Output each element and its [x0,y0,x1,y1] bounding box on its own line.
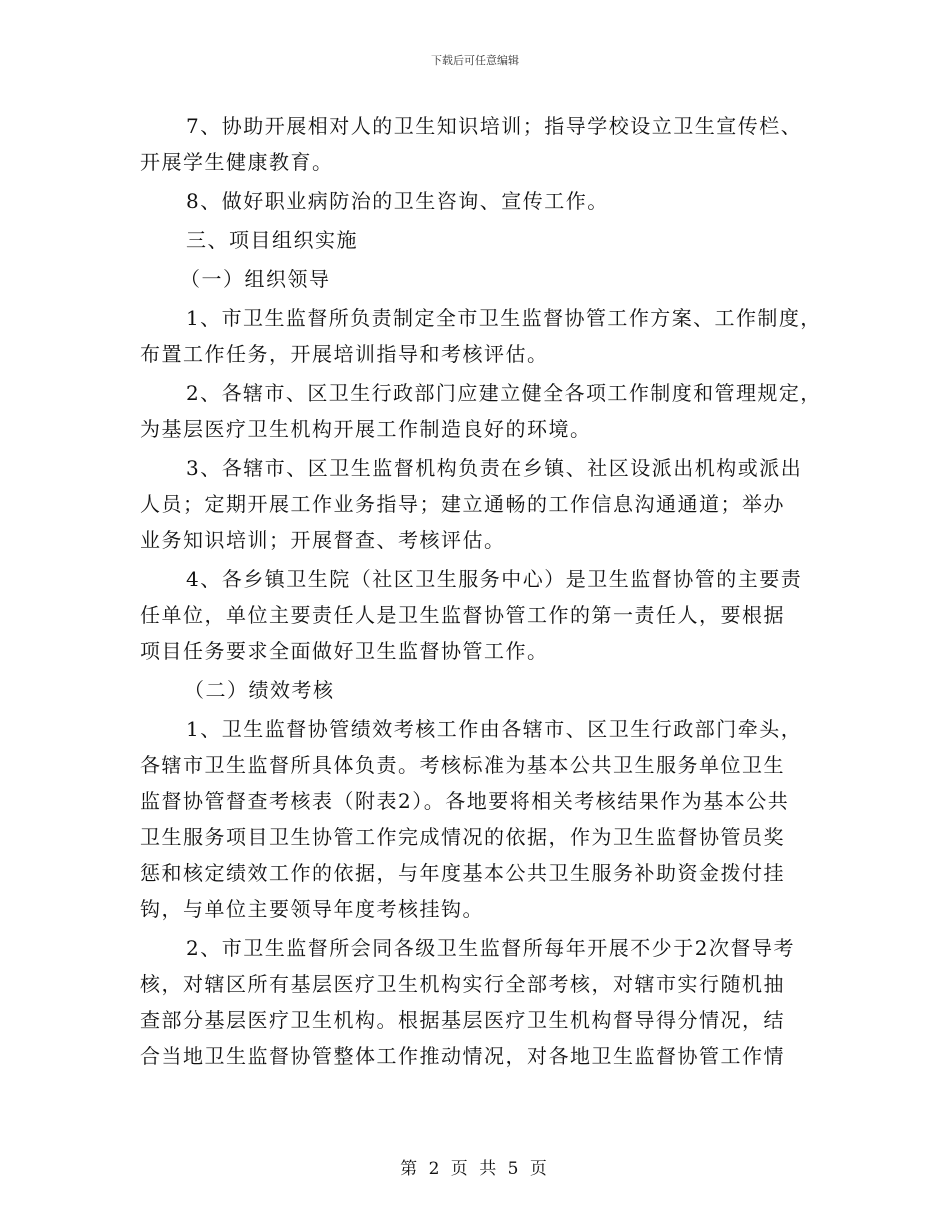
text-line: 布置工作任务，开展培训指导和考核评估。 [140,342,549,366]
text-line: 合当地卫生监督协管整体工作推动情况，对各地卫生监督协管工作情 [140,1044,785,1068]
text-line: 人员；定期开展工作业务指导；建立通畅的工作信息沟通通道；举办 [140,492,785,516]
text-line: 3、各辖市、区卫生监督机构负责在乡镇、社区设派出机构或派出 [186,456,803,480]
text-line: 4、各乡镇卫生院（社区卫生服务中心）是卫生监督协管的主要责 [186,567,803,591]
text-line: 钩，与单位主要领导年度考核挂钩。 [140,897,484,921]
text-line: 项目任务要求全面做好卫生监督协管工作。 [140,639,549,663]
text-line: 业务知识培训；开展督查、考核评估。 [140,528,506,552]
text-line: 查部分基层医疗卫生机构。根据基层医疗卫生机构督导得分情况，结 [140,1008,785,1032]
text-line: 卫生服务项目卫生协管工作完成情况的依据，作为卫生监督协管员奖 [140,825,785,849]
subsection-heading: （一）组织领导 [180,267,331,291]
text-line: 惩和核定绩效工作的依据，与年度基本公共卫生服务补助资金拨付挂 [140,861,785,885]
text-line: 开展学生健康教育。 [140,150,334,174]
section-heading: 三、项目组织实施 [186,228,358,252]
text-line: 为基层医疗卫生机构开展工作制造良好的环境。 [140,417,592,441]
text-line: 1、卫生监督协管绩效考核工作由各辖市、区卫生行政部门牵头， [186,717,803,741]
text-line: 监督协管督查考核表（附表2）。各地要将相关考核结果作为基本公共 [140,789,790,813]
text-line: 8、做好职业病防治的卫生咨询、宣传工作。 [186,189,609,213]
text-line: 7、协助开展相对人的卫生知识培训；指导学校设立卫生宣传栏、 [186,114,803,138]
text-line: 1、市卫生监督所负责制定全市卫生监督协管工作方案、工作制度， [186,306,822,330]
subsection-heading: （二）绩效考核 [184,678,335,702]
text-line: 2、各辖市、区卫生行政部门应建立健全各项工作制度和管理规定， [186,381,822,405]
text-line: 任单位，单位主要责任人是卫生监督协管工作的第一责任人，要根据 [140,603,785,627]
text-line: 2、市卫生监督所会同各级卫生监督所每年开展不少于2次督导考 [186,936,795,960]
page-header: 下载后可任意编辑 [431,54,519,67]
text-line: 核，对辖区所有基层医疗卫生机构实行全部考核，对辖市实行随机抽 [140,972,785,996]
page-number: 第 2 页 共 5 页 [400,1159,550,1179]
text-line: 各辖市卫生监督所具体负责。考核标准为基本公共卫生服务单位卫生 [140,753,785,777]
